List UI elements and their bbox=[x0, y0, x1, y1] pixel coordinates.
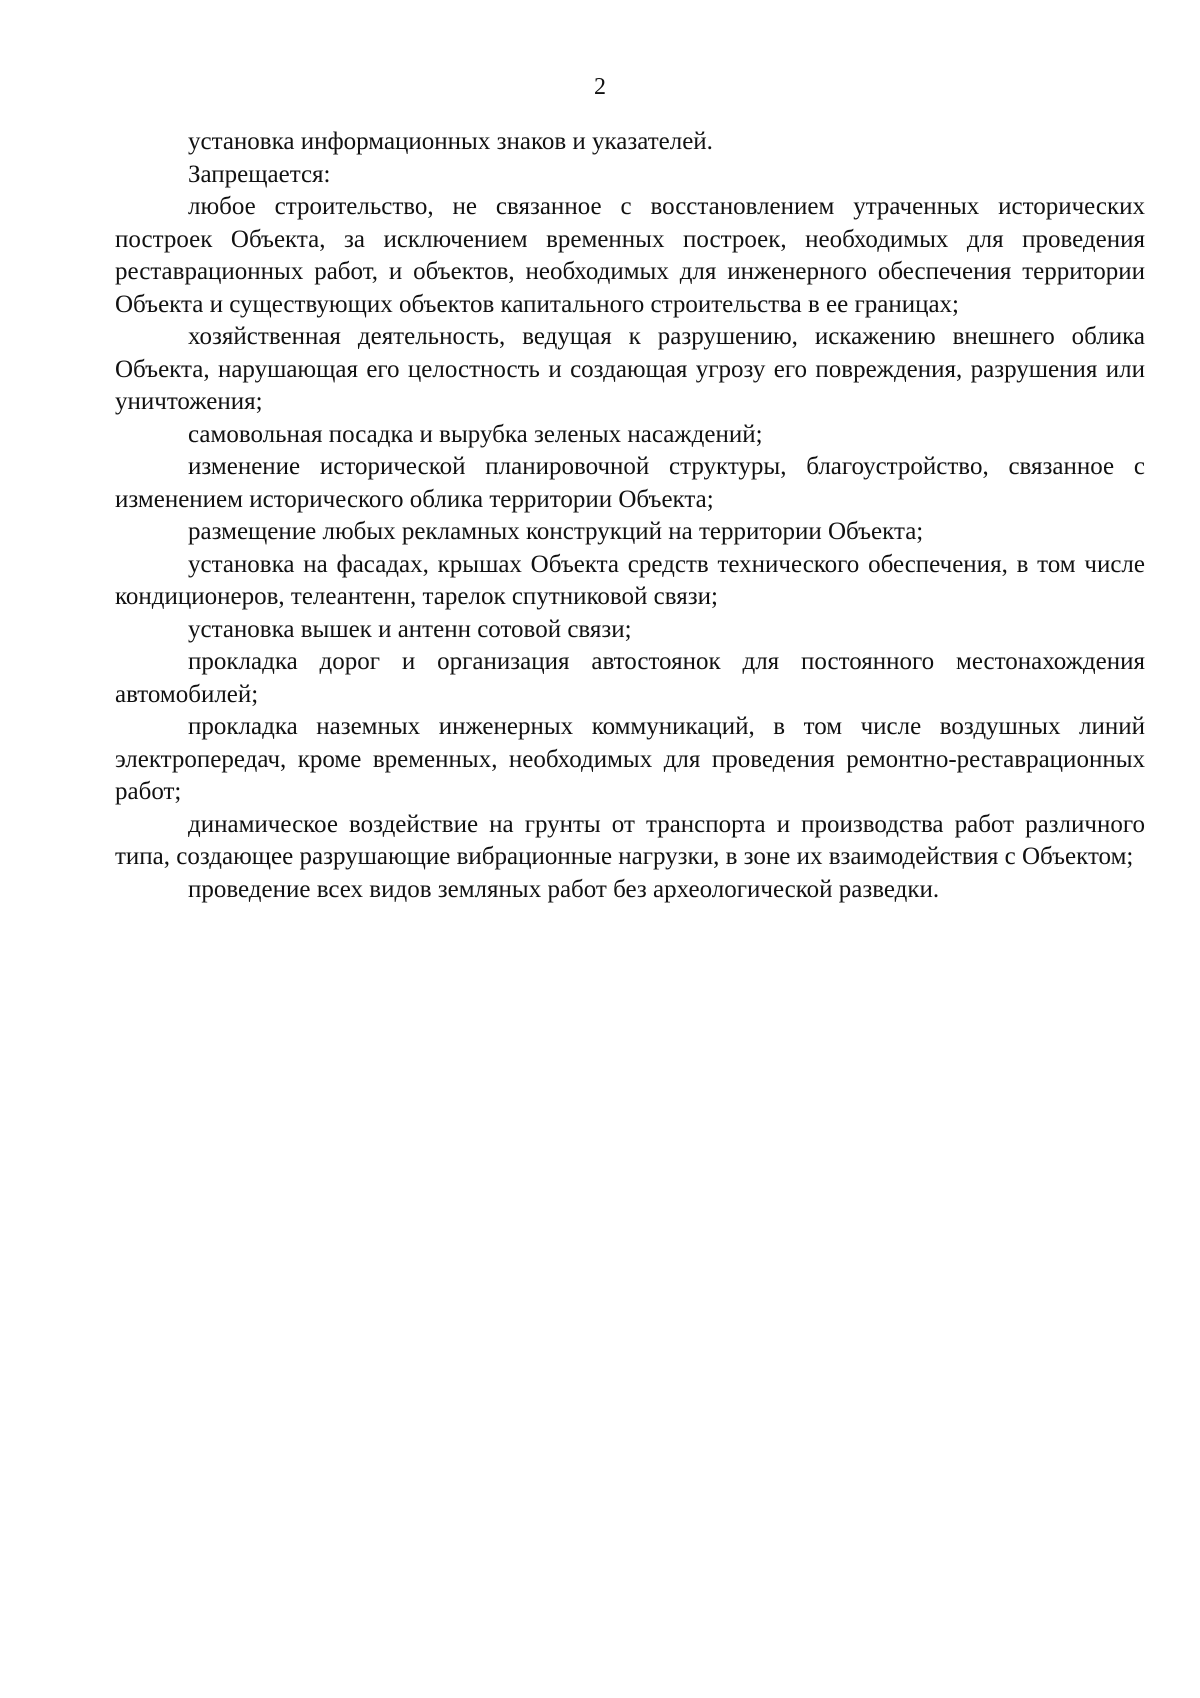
paragraph-facade-equipment-ban: установка на фасадах, крышах Объекта средств технического обеспечения, в том числе кондиционеров, телеантенн, тарелок спутниковой связи; bbox=[115, 550, 1145, 610]
paragraph-prohibited-heading: Запрещается: bbox=[188, 160, 331, 188]
document-body bbox=[115, 126, 1145, 906]
paragraph-utilities-ban: прокладка наземных инженерных коммуникаций, в том числе воздушных линий электропередач, кроме временных, необходимых для проведения ремонтно-реставрационных работ; bbox=[115, 713, 1145, 805]
paragraph-advertising-ban: размещение любых рекламных конструкций на территории Объекта; bbox=[188, 518, 924, 545]
paragraph-earthworks-ban: проведение всех видов земляных работ без археологической разведки. bbox=[188, 875, 940, 903]
paragraph-planting-ban: самовольная посадка и вырубка зеленых насаждений; bbox=[188, 420, 763, 448]
paragraph-installation-signs: установка информационных знаков и указателей. bbox=[188, 128, 713, 155]
paragraph-dynamic-impact-ban: динамическое воздействие на грунты от транспорта и производства работ различного типа, создающее разрушающие вибрационные нагрузки, в зоне их взаимодействия с Объектом; bbox=[115, 810, 1145, 870]
paragraph-towers-ban: установка вышек и антенн сотовой связи; bbox=[188, 615, 632, 643]
paragraph-construction-ban: любое строительство, не связанное с восстановлением утраченных исторических построек Объекта, за исключением временных построек, необходимых для проведения реставрационных работ, и объектов, необходимых для инженерного обеспечения территории Объекта и существующих объектов капитального строительства в ее границах; bbox=[115, 193, 1145, 318]
page-number: 2 bbox=[594, 74, 606, 100]
paragraph-planning-structure-ban: изменение исторической планировочной структуры, благоустройство, связанное с изменением исторического облика территории Объекта; bbox=[115, 453, 1145, 513]
paragraph-roads-parking-ban: прокладка дорог и организация автостоянок для постоянного местонахождения автомобилей; bbox=[115, 648, 1145, 708]
paragraph-economic-activity-ban: хозяйственная деятельность, ведущая к разрушению, искажению внешнего облика Объекта, нарушающая его целостность и создающая угрозу его повреждения, разрушения или уничтожения; bbox=[115, 323, 1145, 415]
